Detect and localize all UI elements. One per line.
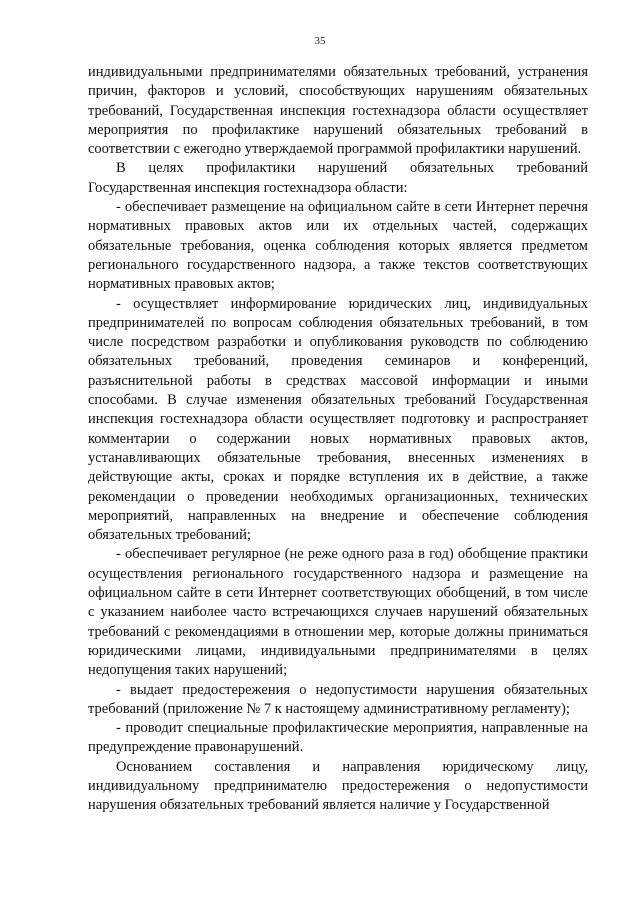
- list-item-publication: - обеспечивает размещение на официальном сайте в сети Интернет перечня нормативных правовых актов или их отдельных частей, содержащих обязательные требования, оценка соблюдения которых является предметом регионального государственного надзора, а также текстов соответствующих нормативных правовых актов;: [88, 199, 588, 293]
- paragraph-continuation: индивидуальными предпринимателями обязательных требований, устранения причин, факторов и условий, способствующих нарушениям обязательных требований, Государственная инспекция гостехнадзора области осуществляет мероприятия по профилактике нарушений обязательных требований в соответствии с ежегодно утверждаемой программой профилактики нарушений.: [88, 64, 588, 158]
- list-item-warnings: - выдает предостережения о недопустимости нарушения обязательных требований (приложение № 7 к настоящему административному регламенту);: [88, 681, 588, 717]
- list-item-generalization: - обеспечивает регулярное (не реже одного раза в год) обобщение практики осуществления регионального государственного надзора и размещение на официальном сайте в сети Интернет соответствующих обобщений, в том числе с указанием наиболее часто встречающихся случаев нарушений обязательных требований с рекомендациями в отношении мер, которые должны приниматься юридическими лицами, индивидуальными предпринимателями в целях недопущения таких нарушений;: [88, 546, 588, 679]
- paragraph-intro: В целях профилактики нарушений обязательных требований Государственная инспекция гостехнадзора области:: [88, 160, 588, 196]
- page-number: 35: [314, 35, 326, 47]
- paragraph-grounds: Основанием составления и направления юридическому лицу, индивидуальному предпринимателю предостережения о недопустимости нарушения обязательных требований является наличие у Государственной: [88, 758, 588, 814]
- list-item-special-measures: - проводит специальные профилактические мероприятия, направленные на предупреждение правонарушений.: [88, 720, 588, 756]
- document-body: [88, 63, 588, 816]
- list-item-informing: - осуществляет информирование юридических лиц, индивидуальных предпринимателей по вопросам соблюдения обязательных требований, в том числе посредством разработки и опубликования руководств по соблюдению обязательных требований, проведения семинаров и конференций, разъяснительной работы в средствах массовой информации и иными способами. В случае изменения обязательных требований Государственная инспекция гостехнадзора области осуществляет подготовку и распространяет комментарии о содержании новых нормативных правовых актов, устанавливающих обязательные требования, внесенных изменениях в действующие акты, сроках и порядке вступления их в действие, а также рекомендации о проведении необходимых организационных, технических мероприятий, направленных на внедрение и обеспечение соблюдения обязательных требований;: [88, 295, 588, 544]
